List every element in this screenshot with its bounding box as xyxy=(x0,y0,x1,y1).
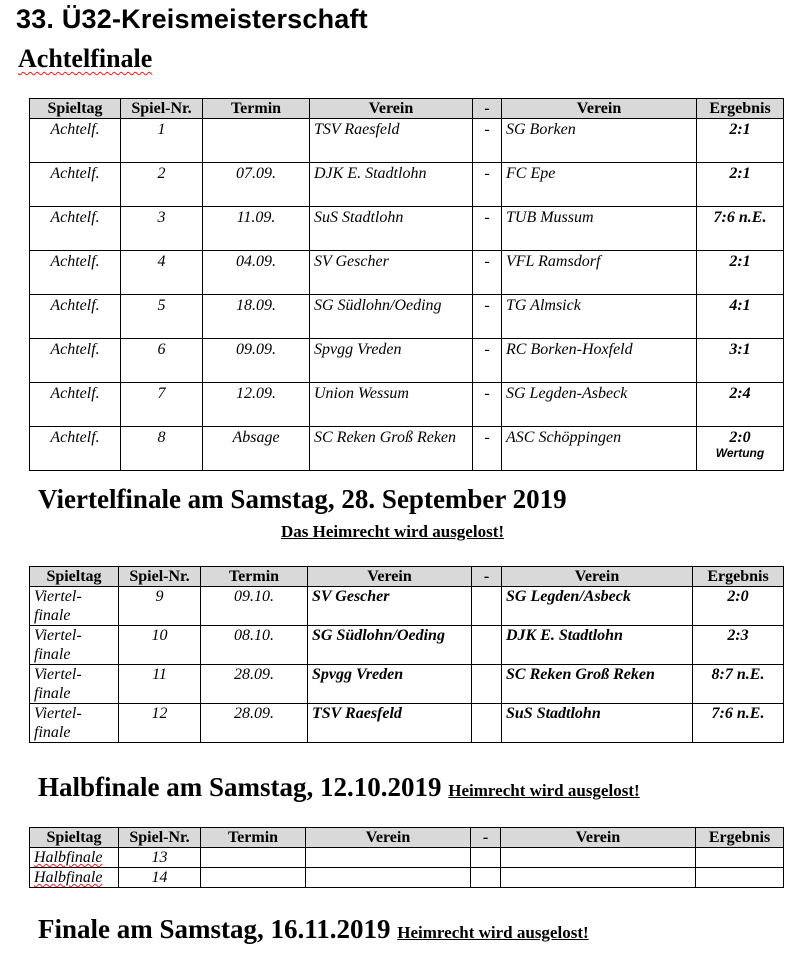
cell-separator xyxy=(472,704,502,743)
cell-termin: 18.09. xyxy=(203,295,310,339)
column-header-verein-gast: Verein xyxy=(502,99,697,119)
cell-verein-heim xyxy=(306,868,471,888)
cell-spieltag: Achtelf. xyxy=(30,207,121,251)
table-row xyxy=(30,383,784,427)
result-value: 2:0 xyxy=(729,429,751,446)
cell-separator xyxy=(471,848,501,868)
column-header-spiel-nr: Spiel-Nr. xyxy=(121,99,203,119)
column-header-termin: Termin xyxy=(201,567,308,587)
cell-verein-heim: SG Südlohn/Oeding xyxy=(310,295,473,339)
cell-verein-gast: ASC Schöppingen xyxy=(502,427,697,471)
cell-verein-heim: DJK E. Stadtlohn xyxy=(310,163,473,207)
table-row xyxy=(30,251,784,295)
cell-separator xyxy=(472,665,502,704)
cell-separator: - xyxy=(473,163,502,207)
cell-spiel-nr: 3 xyxy=(121,207,203,251)
cell-ergebnis: 2:1 xyxy=(697,163,784,207)
cell-verein-heim: Spvgg Vreden xyxy=(310,339,473,383)
table-header-row xyxy=(30,828,784,848)
cell-termin: 12.09. xyxy=(203,383,310,427)
table-row xyxy=(30,868,784,888)
column-header-spieltag: Spieltag xyxy=(30,99,121,119)
cell-spieltag xyxy=(30,868,119,888)
cell-termin: 28.09. xyxy=(201,665,308,704)
cell-ergebnis: 2:1 xyxy=(697,251,784,295)
cell-ergebnis: 2:3 xyxy=(693,626,784,665)
cell-verein-gast: SC Reken Groß Reken xyxy=(502,665,693,704)
cell-verein-heim: TSV Raesfeld xyxy=(310,119,473,163)
cell-spiel-nr: 9 xyxy=(119,587,201,626)
cell-verein-gast: TG Almsick xyxy=(502,295,697,339)
cell-ergebnis: 4:1 xyxy=(697,295,784,339)
cell-verein-gast: SuS Stadtlohn xyxy=(502,704,693,743)
cell-verein-heim: SV Gescher xyxy=(308,587,472,626)
cell-spieltag: Achtelf. xyxy=(30,295,121,339)
result-note: Wertung xyxy=(715,446,765,460)
cell-spiel-nr: 4 xyxy=(121,251,203,295)
cell-verein-heim: SG Südlohn/Oeding xyxy=(308,626,472,665)
cell-verein-gast: FC Epe xyxy=(502,163,697,207)
cell-termin: 07.09. xyxy=(203,163,310,207)
column-header-verein-gast: Verein xyxy=(501,828,696,848)
cell-verein-gast: TUB Mussum xyxy=(502,207,697,251)
cell-termin xyxy=(203,119,310,163)
cell-spiel-nr: 12 xyxy=(119,704,201,743)
column-header-separator: - xyxy=(472,567,502,587)
cell-separator: - xyxy=(473,119,502,163)
column-header-termin: Termin xyxy=(201,828,306,848)
cell-separator: - xyxy=(473,295,502,339)
cell-spiel-nr: 5 xyxy=(121,295,203,339)
cell-separator: - xyxy=(473,251,502,295)
cell-spieltag xyxy=(30,848,119,868)
cell-verein-heim: SuS Stadtlohn xyxy=(310,207,473,251)
cell-ergebnis: 7:6 n.E. xyxy=(693,704,784,743)
cell-spieltag: Achtelf. xyxy=(30,383,121,427)
cell-spieltag: Viertel-finale xyxy=(30,626,119,665)
cell-verein-heim: SV Gescher xyxy=(310,251,473,295)
cell-verein-gast: VFL Ramsdorf xyxy=(502,251,697,295)
table-row xyxy=(30,427,784,471)
table-header-row xyxy=(30,567,784,587)
cell-termin: 09.09. xyxy=(203,339,310,383)
cell-spieltag-text: Halbfinale xyxy=(34,869,103,886)
cell-verein-heim: SC Reken Groß Reken xyxy=(310,427,473,471)
cell-separator xyxy=(471,868,501,888)
cell-ergebnis: 2:1 xyxy=(697,119,784,163)
column-header-spiel-nr: Spiel-Nr. xyxy=(119,567,201,587)
column-header-ergebnis: Ergebnis xyxy=(696,828,784,848)
cell-separator: - xyxy=(473,207,502,251)
cell-verein-gast xyxy=(501,848,696,868)
cell-ergebnis: 7:6 n.E. xyxy=(697,207,784,251)
semifinal-heading-line xyxy=(38,772,640,803)
table-row xyxy=(30,339,784,383)
semifinal-table xyxy=(29,827,784,888)
cell-spiel-nr: 14 xyxy=(119,868,201,888)
column-header-spieltag: Spieltag xyxy=(30,567,119,587)
final-heading-line xyxy=(38,914,589,945)
cell-ergebnis xyxy=(696,868,784,888)
cell-spiel-nr: 13 xyxy=(119,848,201,868)
cell-spieltag: Viertel-finale xyxy=(30,587,119,626)
table-row xyxy=(30,665,784,704)
cell-verein-heim: Spvgg Vreden xyxy=(308,665,472,704)
cell-spieltag: Viertel-finale xyxy=(30,704,119,743)
table-row xyxy=(30,119,784,163)
cell-verein-gast: SG Legden-Asbeck xyxy=(502,383,697,427)
cell-ergebnis: 8:7 n.E. xyxy=(693,665,784,704)
column-header-separator: - xyxy=(471,828,501,848)
table-row xyxy=(30,704,784,743)
table-row xyxy=(30,207,784,251)
round-of-16-title: Achtelfinale xyxy=(18,44,153,73)
cell-termin xyxy=(201,848,306,868)
cell-verein-gast: DJK E. Stadtlohn xyxy=(502,626,693,665)
table-row xyxy=(30,626,784,665)
cell-termin: 09.10. xyxy=(201,587,308,626)
cell-termin: 04.09. xyxy=(203,251,310,295)
cell-ergebnis: 2:0 xyxy=(693,587,784,626)
cell-separator: - xyxy=(473,427,502,471)
cell-termin: 28.09. xyxy=(201,704,308,743)
cell-verein-gast: RC Borken-Hoxfeld xyxy=(502,339,697,383)
column-header-verein-heim: Verein xyxy=(310,99,473,119)
cell-spieltag: Achtelf. xyxy=(30,119,121,163)
cell-separator: - xyxy=(473,383,502,427)
cell-verein-heim: Union Wessum xyxy=(310,383,473,427)
table-row xyxy=(30,295,784,339)
cell-ergebnis: 3:1 xyxy=(697,339,784,383)
table-row xyxy=(30,587,784,626)
final-heading: Finale am Samstag, 16.11.2019 xyxy=(38,914,391,944)
cell-spiel-nr: 1 xyxy=(121,119,203,163)
quarterfinal-table xyxy=(29,566,784,743)
column-header-separator: - xyxy=(473,99,502,119)
cell-verein-heim xyxy=(306,848,471,868)
cell-spieltag: Viertel-finale xyxy=(30,665,119,704)
cell-verein-heim: TSV Raesfeld xyxy=(308,704,472,743)
cell-spiel-nr: 11 xyxy=(119,665,201,704)
column-header-verein-gast: Verein xyxy=(502,567,693,587)
cell-ergebnis xyxy=(697,427,784,471)
cell-spieltag: Achtelf. xyxy=(30,427,121,471)
cell-spiel-nr: 10 xyxy=(119,626,201,665)
cell-spiel-nr: 2 xyxy=(121,163,203,207)
round-of-16-table xyxy=(29,98,784,471)
cell-spiel-nr: 8 xyxy=(121,427,203,471)
table-row xyxy=(30,163,784,207)
column-header-ergebnis: Ergebnis xyxy=(697,99,784,119)
table-row xyxy=(30,848,784,868)
cell-separator xyxy=(472,587,502,626)
document-title: 33. Ü32-Kreismeisterschaft xyxy=(16,4,368,34)
cell-spiel-nr: 7 xyxy=(121,383,203,427)
cell-termin: 11.09. xyxy=(203,207,310,251)
column-header-verein-heim: Verein xyxy=(306,828,471,848)
quarterfinal-note: Das Heimrecht wird ausgelost! xyxy=(281,522,505,541)
cell-termin: 08.10. xyxy=(201,626,308,665)
cell-spieltag-text: Halbfinale xyxy=(34,849,103,866)
final-note: Heimrecht wird ausgelost! xyxy=(397,923,589,942)
cell-spieltag: Achtelf. xyxy=(30,251,121,295)
semifinal-note: Heimrecht wird ausgelost! xyxy=(448,781,640,800)
cell-termin xyxy=(201,868,306,888)
cell-separator xyxy=(472,626,502,665)
semifinal-heading: Halbfinale am Samstag, 12.10.2019 xyxy=(38,772,442,802)
cell-verein-gast: SG Legden/Asbeck xyxy=(502,587,693,626)
cell-ergebnis: 2:4 xyxy=(697,383,784,427)
cell-spiel-nr: 6 xyxy=(121,339,203,383)
column-header-termin: Termin xyxy=(203,99,310,119)
table-header-row xyxy=(30,99,784,119)
column-header-spiel-nr: Spiel-Nr. xyxy=(119,828,201,848)
cell-spieltag: Achtelf. xyxy=(30,339,121,383)
cell-termin: Absage xyxy=(203,427,310,471)
cell-ergebnis xyxy=(696,848,784,868)
cell-verein-gast: SG Borken xyxy=(502,119,697,163)
column-header-spieltag: Spieltag xyxy=(30,828,119,848)
column-header-verein-heim: Verein xyxy=(308,567,472,587)
cell-spieltag: Achtelf. xyxy=(30,163,121,207)
cell-separator: - xyxy=(473,339,502,383)
column-header-ergebnis: Ergebnis xyxy=(693,567,784,587)
cell-verein-gast xyxy=(501,868,696,888)
quarterfinal-heading: Viertelfinale am Samstag, 28. September 2019 xyxy=(38,484,567,514)
